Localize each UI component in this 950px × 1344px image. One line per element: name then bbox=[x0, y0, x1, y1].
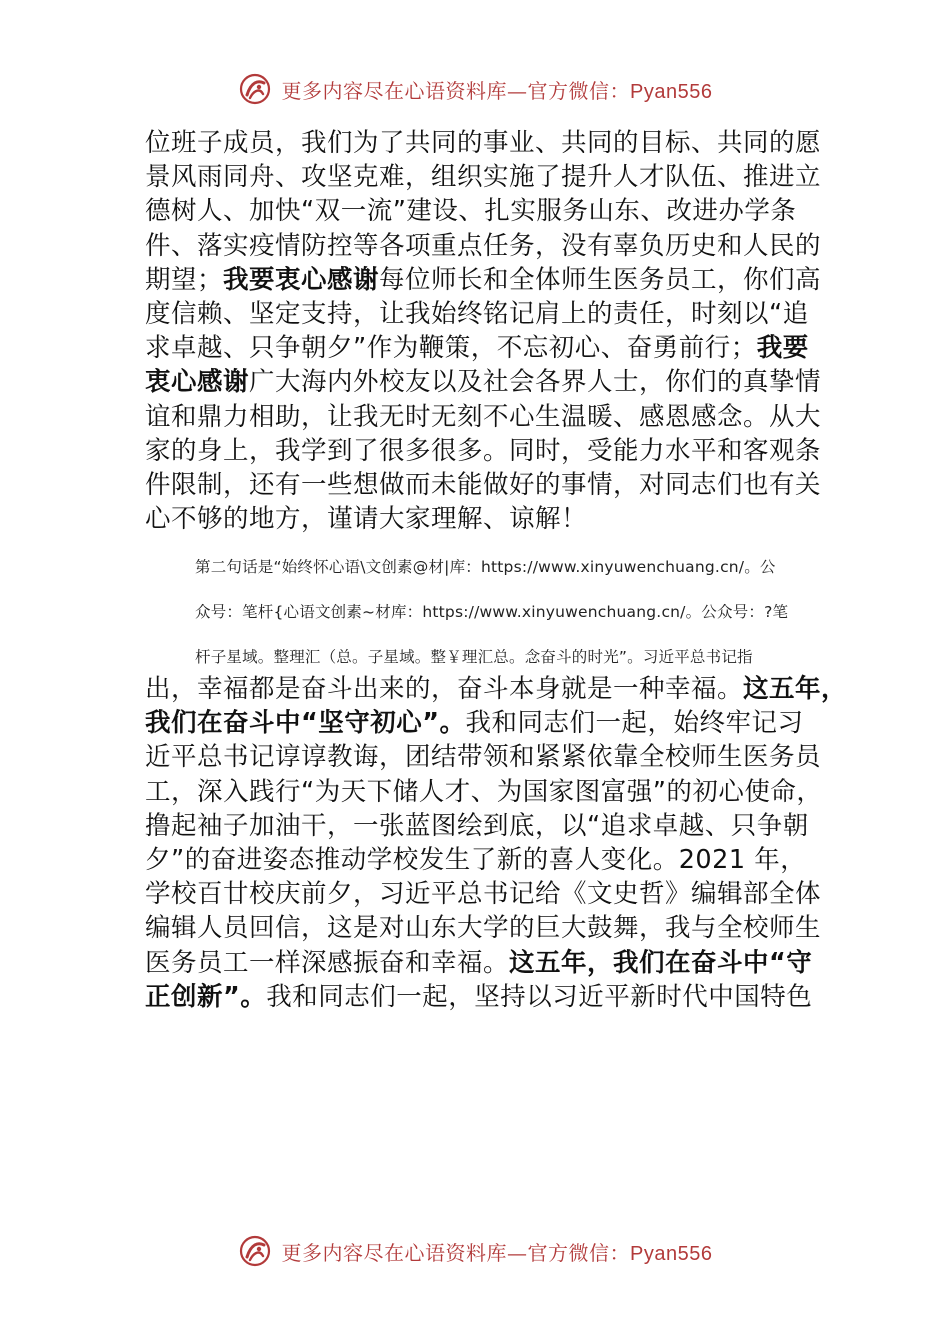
text-line bbox=[145, 331, 815, 365]
body-text: 度信赖、坚定支持，让我始终铭记肩上的责任，时刻以“追 bbox=[145, 299, 809, 330]
text-line bbox=[145, 229, 822, 263]
header-banner-text: 更多内容尽在心语资料库—官方微信：Pyan556 bbox=[281, 78, 713, 103]
text-line bbox=[145, 775, 823, 809]
calligraphy-seal-icon bbox=[238, 1234, 272, 1268]
page-footer-banner bbox=[0, 1234, 950, 1268]
body-text: 德树人、加快“双一流”建设、扎实服务山东、改进办学条 bbox=[145, 196, 797, 227]
body-text: 撸起袖子加油干，一张蓝图绘到底，以“追求卓越、只争朝 bbox=[145, 810, 809, 841]
footer-wechat-id: Pyan556 bbox=[630, 1242, 713, 1265]
body-text: 家的身上，我学到了很多很多。同时，受能力水平和客观条 bbox=[145, 435, 822, 466]
body-text: 我和同志们一起，始终牢记习 bbox=[465, 708, 804, 739]
body-text: 编辑人员回信，这是对山东大学的巨大鼓舞，我与全校师生 bbox=[145, 913, 822, 944]
text-line bbox=[145, 911, 822, 945]
body-text: 景风雨同舟、攻坚克难，组织实施了提升人才队伍、推进立 bbox=[145, 162, 822, 193]
text-line bbox=[145, 468, 822, 502]
emphasis-text: 这五年，我们在奋斗中“守 bbox=[509, 947, 813, 978]
note-line: 杆子星域。整理汇（总。子星域。整￥理汇总。念奋斗的时光”。习近平总书记指 bbox=[195, 648, 753, 666]
header-wechat-id: Pyan556 bbox=[630, 80, 713, 103]
text-line bbox=[145, 809, 815, 843]
text-line bbox=[145, 434, 822, 468]
note-line: 第二句话是“始终怀心语\文创素@材|库：https://www.xinyuwenchuang.cn/。公 bbox=[195, 558, 776, 576]
body-text: 每位师长和全体师生医务员工，你们高 bbox=[379, 264, 822, 295]
page-header-banner bbox=[0, 72, 950, 106]
text-line bbox=[145, 263, 822, 297]
text-line bbox=[145, 706, 815, 740]
emphasis-text: 正创新”。 bbox=[145, 981, 267, 1012]
body-text: 件、落实疫情防控等各项重点任务，没有辜负历史和人民的 bbox=[145, 230, 822, 261]
text-line bbox=[145, 502, 815, 536]
body-text: 广大海内外校友以及社会各界人士，你们的真挚情 bbox=[249, 367, 822, 398]
footer-banner-text: 更多内容尽在心语资料库—官方微信：Pyan556 bbox=[281, 1240, 713, 1265]
paragraph-2 bbox=[145, 672, 848, 1014]
text-line bbox=[145, 672, 848, 706]
body-text: 出，幸福都是奋斗出来的，奋斗本身就是一种幸福。 bbox=[145, 674, 744, 704]
body-text: 心不够的地方，谨请大家理解、谅解！ bbox=[145, 504, 588, 535]
emphasis-text: 这五年， bbox=[743, 674, 848, 704]
text-line bbox=[145, 297, 815, 331]
text-line bbox=[145, 877, 822, 911]
body-text: 件限制，还有一些想做而未能做好的事情，对同志们也有关 bbox=[145, 470, 822, 501]
body-text: 近平总书记谆谆教诲，团结带领和紧紧依靠全校师生医务员 bbox=[145, 742, 822, 773]
body-text: 医务员工一样深感振奋和幸福。 bbox=[145, 947, 510, 978]
calligraphy-seal-icon bbox=[238, 72, 272, 106]
text-line bbox=[145, 980, 815, 1014]
text-line bbox=[145, 365, 822, 399]
text-line bbox=[145, 194, 815, 228]
text-line bbox=[145, 126, 822, 160]
text-line bbox=[145, 946, 815, 980]
emphasis-text: 我们在奋斗中“坚守初心”。 bbox=[145, 708, 466, 739]
text-line bbox=[145, 160, 822, 194]
body-text: 求卓越、只争朝夕”作为鞭策，不忘初心、奋勇前行； bbox=[145, 333, 757, 364]
paragraph-1 bbox=[145, 126, 822, 536]
body-text: 工，深入践行“为天下储人才、为国家图富强”的初心使命， bbox=[145, 776, 823, 807]
text-line bbox=[145, 843, 815, 877]
emphasis-text: 我要衷心感谢 bbox=[223, 264, 380, 295]
note-line: 众号：笔杆{心语文创素~材库：https://www.xinyuwenchuang.cn/。公众号：?笔 bbox=[195, 603, 789, 621]
body-text: 学校百廿校庆前夕，习近平总书记给《文史哲》编辑部全体 bbox=[145, 879, 822, 910]
body-text: 位班子成员，我们为了共同的事业、共同的目标、共同的愿 bbox=[145, 128, 822, 158]
body-text: 期望； bbox=[145, 264, 224, 295]
text-line bbox=[145, 740, 822, 774]
text-line bbox=[145, 400, 822, 434]
emphasis-text: 我要 bbox=[756, 333, 809, 364]
inserted-note bbox=[195, 545, 845, 680]
body-text: 谊和鼎力相助，让我无时无刻不心生温暖、感恩感念。从大 bbox=[145, 401, 822, 432]
emphasis-text: 衷心感谢 bbox=[145, 367, 250, 398]
body-text: 我和同志们一起，坚持以习近平新时代中国特色 bbox=[266, 981, 813, 1012]
body-text: 夕”的奋进姿态推动学校发生了新的喜人变化。2021 年， bbox=[145, 845, 807, 876]
